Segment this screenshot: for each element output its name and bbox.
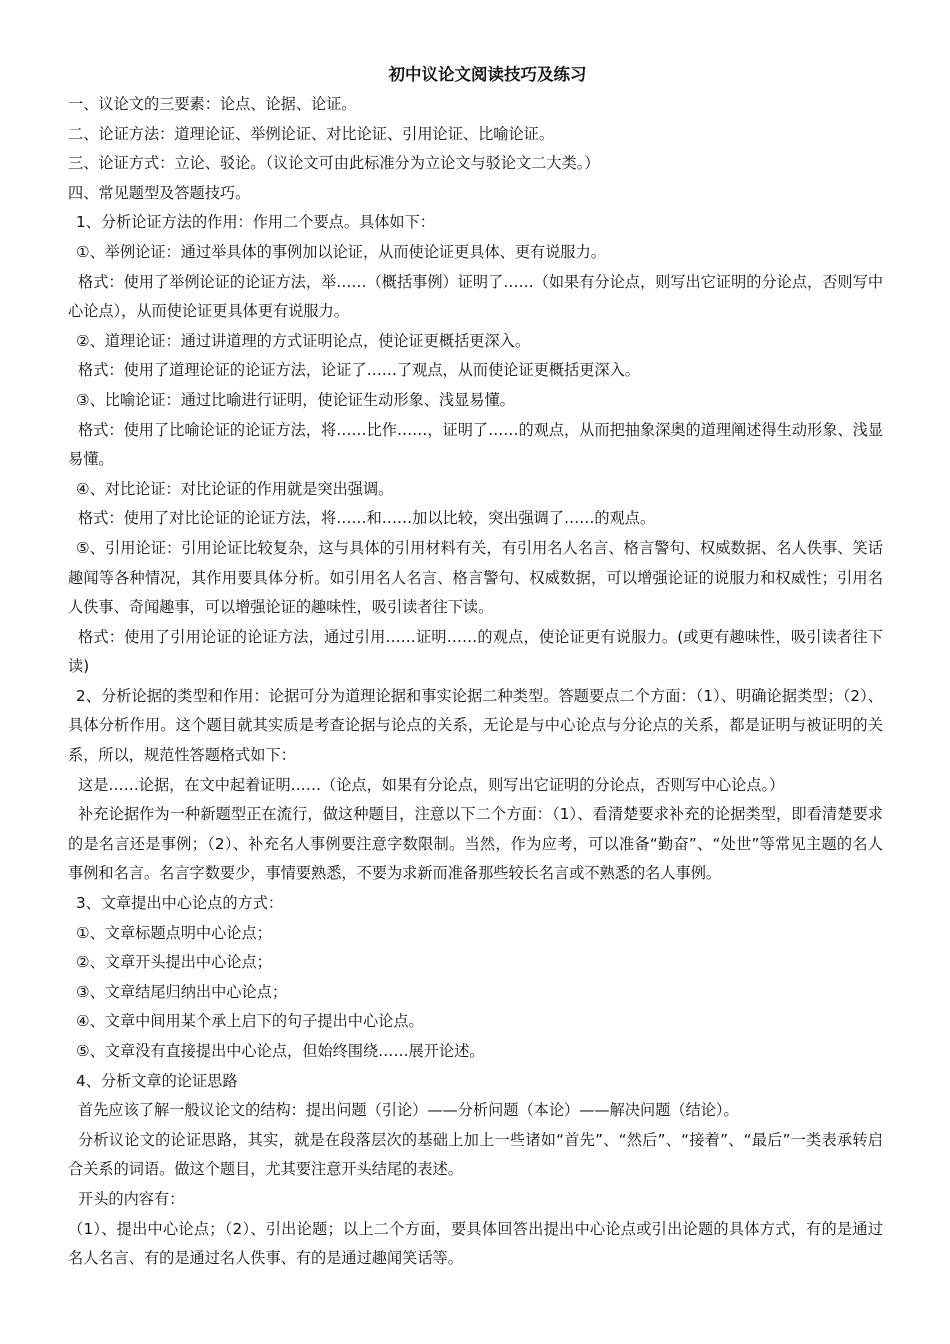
paragraph: 格式：使用了比喻论证的论证方法，将……比作……，证明了……的观点，从而把抽象深奥的道理阐述得生动形象、浅显易懂。: [68, 420, 883, 469]
paragraph: 开头的内容有：: [78, 1189, 185, 1208]
paragraph: ②、道理论证：通过讲道理的方式证明论点，使论证更概括更深入。: [76, 331, 531, 350]
paragraph: 2、分析论据的类型和作用：论据可分为道理论据和事实论据二种类型。答题要点二个方面：（1）、明确论据类型；（2）、具体分析作用。这个题目就其实质是考查论据与论点的关系，无论是与中心论点与分论点的关系，都是证明与被证明的关系，所以，规范性答题格式如下：: [68, 686, 883, 765]
paragraph: 二、论证方法：道理论证、举例论证、对比论证、引用论证、比喻论证。: [68, 124, 554, 143]
paragraph: 格式：使用了引用论证的论证方法，通过引用……证明……的观点，使论证更有说服力。(或更有趣味性，吸引读者往下读): [68, 627, 883, 676]
paragraph: 格式：使用了对比论证的论证方法，将……和……加以比较，突出强调了……的观点。: [78, 509, 656, 528]
paragraph: 这是……论据，在文中起着证明……（论点，如果有分论点，则写出它证明的分论点，否则写中心论点。）: [78, 775, 785, 794]
paragraph: ②、文章开头提出中心论点；: [76, 953, 272, 972]
paragraph: 一、议论文的三要素：论点、论据、论证。: [68, 95, 357, 113]
paragraph: 三、论证方式：立论、驳论。（议论文可由此标准分为立论文与驳论文二大类。）: [68, 154, 600, 173]
paragraph: ③、文章结尾归纳出中心论点；: [76, 982, 288, 1001]
paragraph: ⑤、引用论证：引用论证比较复杂，这与具体的引用材料有关，有引用名人名言、格言警句、权威数据、名人佚事、笑话趣闻等各种情况，其作用要具体分析。如引用名人名言、格言警句、权威数据，可以增强论证的说服力和权威性；引用名人佚事、奇闻趣事，可以增强论证的趣味性，吸引读者往下读。: [68, 538, 883, 617]
paragraph: 首先应该了解一般议论文的结构：提出问题（引论）——分析问题（本论）——解决问题（结论）。: [78, 1101, 739, 1120]
paragraph: ⑤、文章没有直接提出中心论点，但始终围绕……展开论述。: [76, 1042, 485, 1060]
document-page: [68, 60, 883, 1274]
document-body: [68, 90, 883, 1274]
paragraph: 3、文章提出中心论点的方式：: [76, 894, 284, 913]
paragraph: 格式：使用了道理论证的论证方法，论证了……了观点，从而使论证更概括更深入。: [78, 361, 640, 380]
paragraph: 补充论据作为一种新题型正在流行，做这种题目，注意以下二个方面：（1）、看清楚要求补充的论据类型，即看清楚要求的是名言还是事例；（2）、补充名人事例要注意字数限制。当然，作为应考，可以准备“勤奋”、“处世”等常见主题的名人事例和名言。名言字数要少，事情要熟悉，不要为求新而准备那些较长名言或不熟悉的名人事例。: [68, 805, 883, 883]
paragraph: ③、比喻论证：通过比喻进行证明，使论证生动形象、浅显易懂。: [76, 390, 515, 409]
paragraph: 分析议论文的论证思路，其实，就是在段落层次的基础上加上一些诸如“首先”、“然后”、“接着”、“最后”一类表承转启合关系的词语。做这个题目，尤其要注意开头结尾的表述。: [68, 1130, 883, 1179]
paragraph: ①、文章标题点明中心论点；: [76, 923, 272, 942]
paragraph: ①、举例论证：通过举具体的事例加以论证，从而使论证更具体、更有说服力。: [76, 242, 606, 261]
paragraph: ④、文章中间用某个承上启下的句子提出中心论点。: [76, 1012, 424, 1031]
paragraph: 1、分析论证方法的作用：作用二个要点。具体如下：: [76, 213, 435, 232]
paragraph: （1）、提出中心论点；（2）、引出论题；以上二个方面，要具体回答出提出中心论点或引出论题的具体方式，有的是通过名人名言、有的是通过名人佚事、有的是通过趣闻笑话等。: [68, 1219, 883, 1268]
paragraph: 四、常见题型及答题技巧。: [68, 183, 251, 202]
document-title: 初中议论文阅读技巧及练习: [388, 65, 587, 84]
paragraph: ④、对比论证：对比论证的作用就是突出强调。: [76, 479, 394, 498]
paragraph: 4、分析文章的论证思路: [76, 1071, 238, 1090]
paragraph: 格式：使用了举例论证的论证方法，举……（概括事例）证明了……（如果有分论点，则写出它证明的分论点，否则写中心论点），从而使论证更具体更有说服力。: [68, 272, 883, 321]
